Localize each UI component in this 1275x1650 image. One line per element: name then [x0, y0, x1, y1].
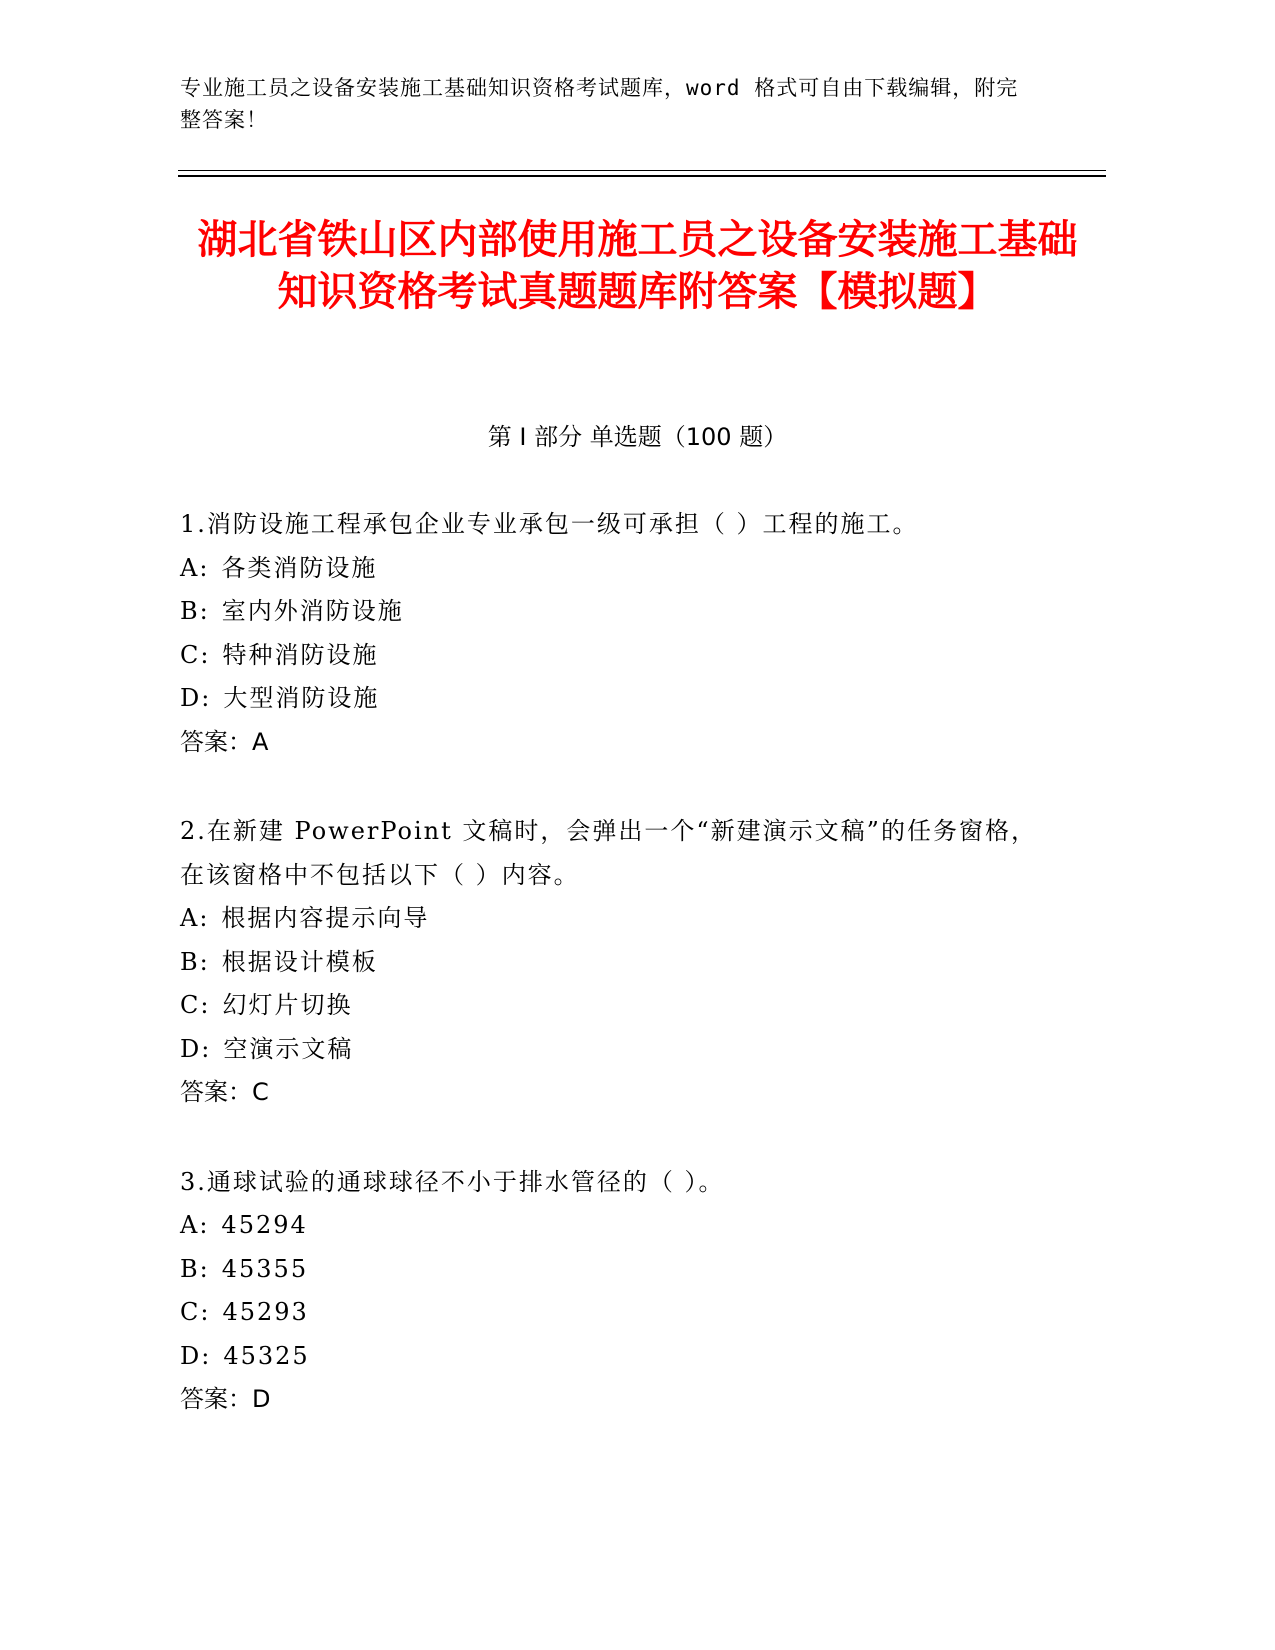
section-heading: 第 I 部分 单选题（100 题） — [487, 423, 788, 451]
option-d — [180, 1028, 1040, 1072]
option-d — [180, 677, 1040, 721]
option-b — [180, 941, 1040, 985]
option-letter: B: — [180, 1254, 210, 1283]
option-a — [180, 1204, 1040, 1248]
question-stem: 1.消防设施工程承包企业专业承包一级可承担（ ）工程的施工。 — [180, 510, 919, 538]
header-note: 专业施工员之设备安装施工基础知识资格考试题库，word 格式可自由下载编辑，附完整答案！ — [180, 76, 1019, 132]
question-3 — [180, 1161, 1040, 1422]
option-letter: B: — [180, 947, 210, 976]
option-text: 空演示文稿 — [223, 1034, 354, 1063]
answer-line: 答案：A — [180, 727, 269, 756]
option-text: 45293 — [222, 1298, 309, 1326]
option-text: 45294 — [221, 1211, 308, 1239]
option-letter: A: — [180, 553, 210, 582]
document-title: 湖北省铁山区内部使用施工员之设备安装施工基础知识资格考试真题题库附答案【模拟题】 — [197, 217, 1078, 315]
option-text: 室内外消防设施 — [221, 597, 404, 625]
option-text: 45355 — [221, 1254, 309, 1283]
header-divider-thin — [178, 170, 1106, 171]
option-text: 根据内容提示向导 — [221, 904, 430, 932]
option-letter: B: — [180, 597, 210, 625]
option-letter: C: — [180, 1298, 211, 1326]
option-text: 各类消防设施 — [221, 553, 378, 582]
option-c — [180, 1291, 1040, 1335]
option-letter: C: — [180, 640, 211, 669]
option-letter: D: — [180, 684, 212, 712]
option-c — [180, 984, 1040, 1028]
question-stem: 3.通球试验的通球球径不小于排水管径的（ ）。 — [180, 1167, 725, 1196]
question-1 — [180, 503, 1040, 764]
option-a — [180, 547, 1040, 591]
option-text: 大型消防设施 — [223, 684, 380, 712]
option-text: 幻灯片切换 — [222, 991, 353, 1019]
option-b — [180, 1248, 1040, 1292]
option-text: 45325 — [223, 1341, 310, 1370]
option-letter: A: — [180, 1211, 210, 1239]
option-c — [180, 634, 1040, 678]
option-letter: C: — [180, 991, 211, 1019]
option-letter: D: — [180, 1341, 212, 1370]
option-d — [180, 1335, 1040, 1379]
answer-line: 答案：C — [180, 1078, 269, 1106]
option-letter: D: — [180, 1034, 212, 1063]
header-divider-thick — [178, 175, 1106, 177]
option-text: 根据设计模板 — [221, 947, 378, 976]
question-list — [180, 503, 1040, 1468]
answer-line: 答案：D — [180, 1385, 271, 1413]
option-b — [180, 590, 1040, 634]
option-text: 特种消防设施 — [222, 640, 379, 669]
question-stem: 2.在新建 PowerPoint 文稿时，会弹出一个“新建演示文稿”的任务窗格，在该窗格中不包括以下（ ）内容。 — [180, 817, 1037, 889]
option-letter: A: — [180, 904, 210, 932]
option-a — [180, 897, 1040, 941]
question-2 — [180, 810, 1040, 1115]
